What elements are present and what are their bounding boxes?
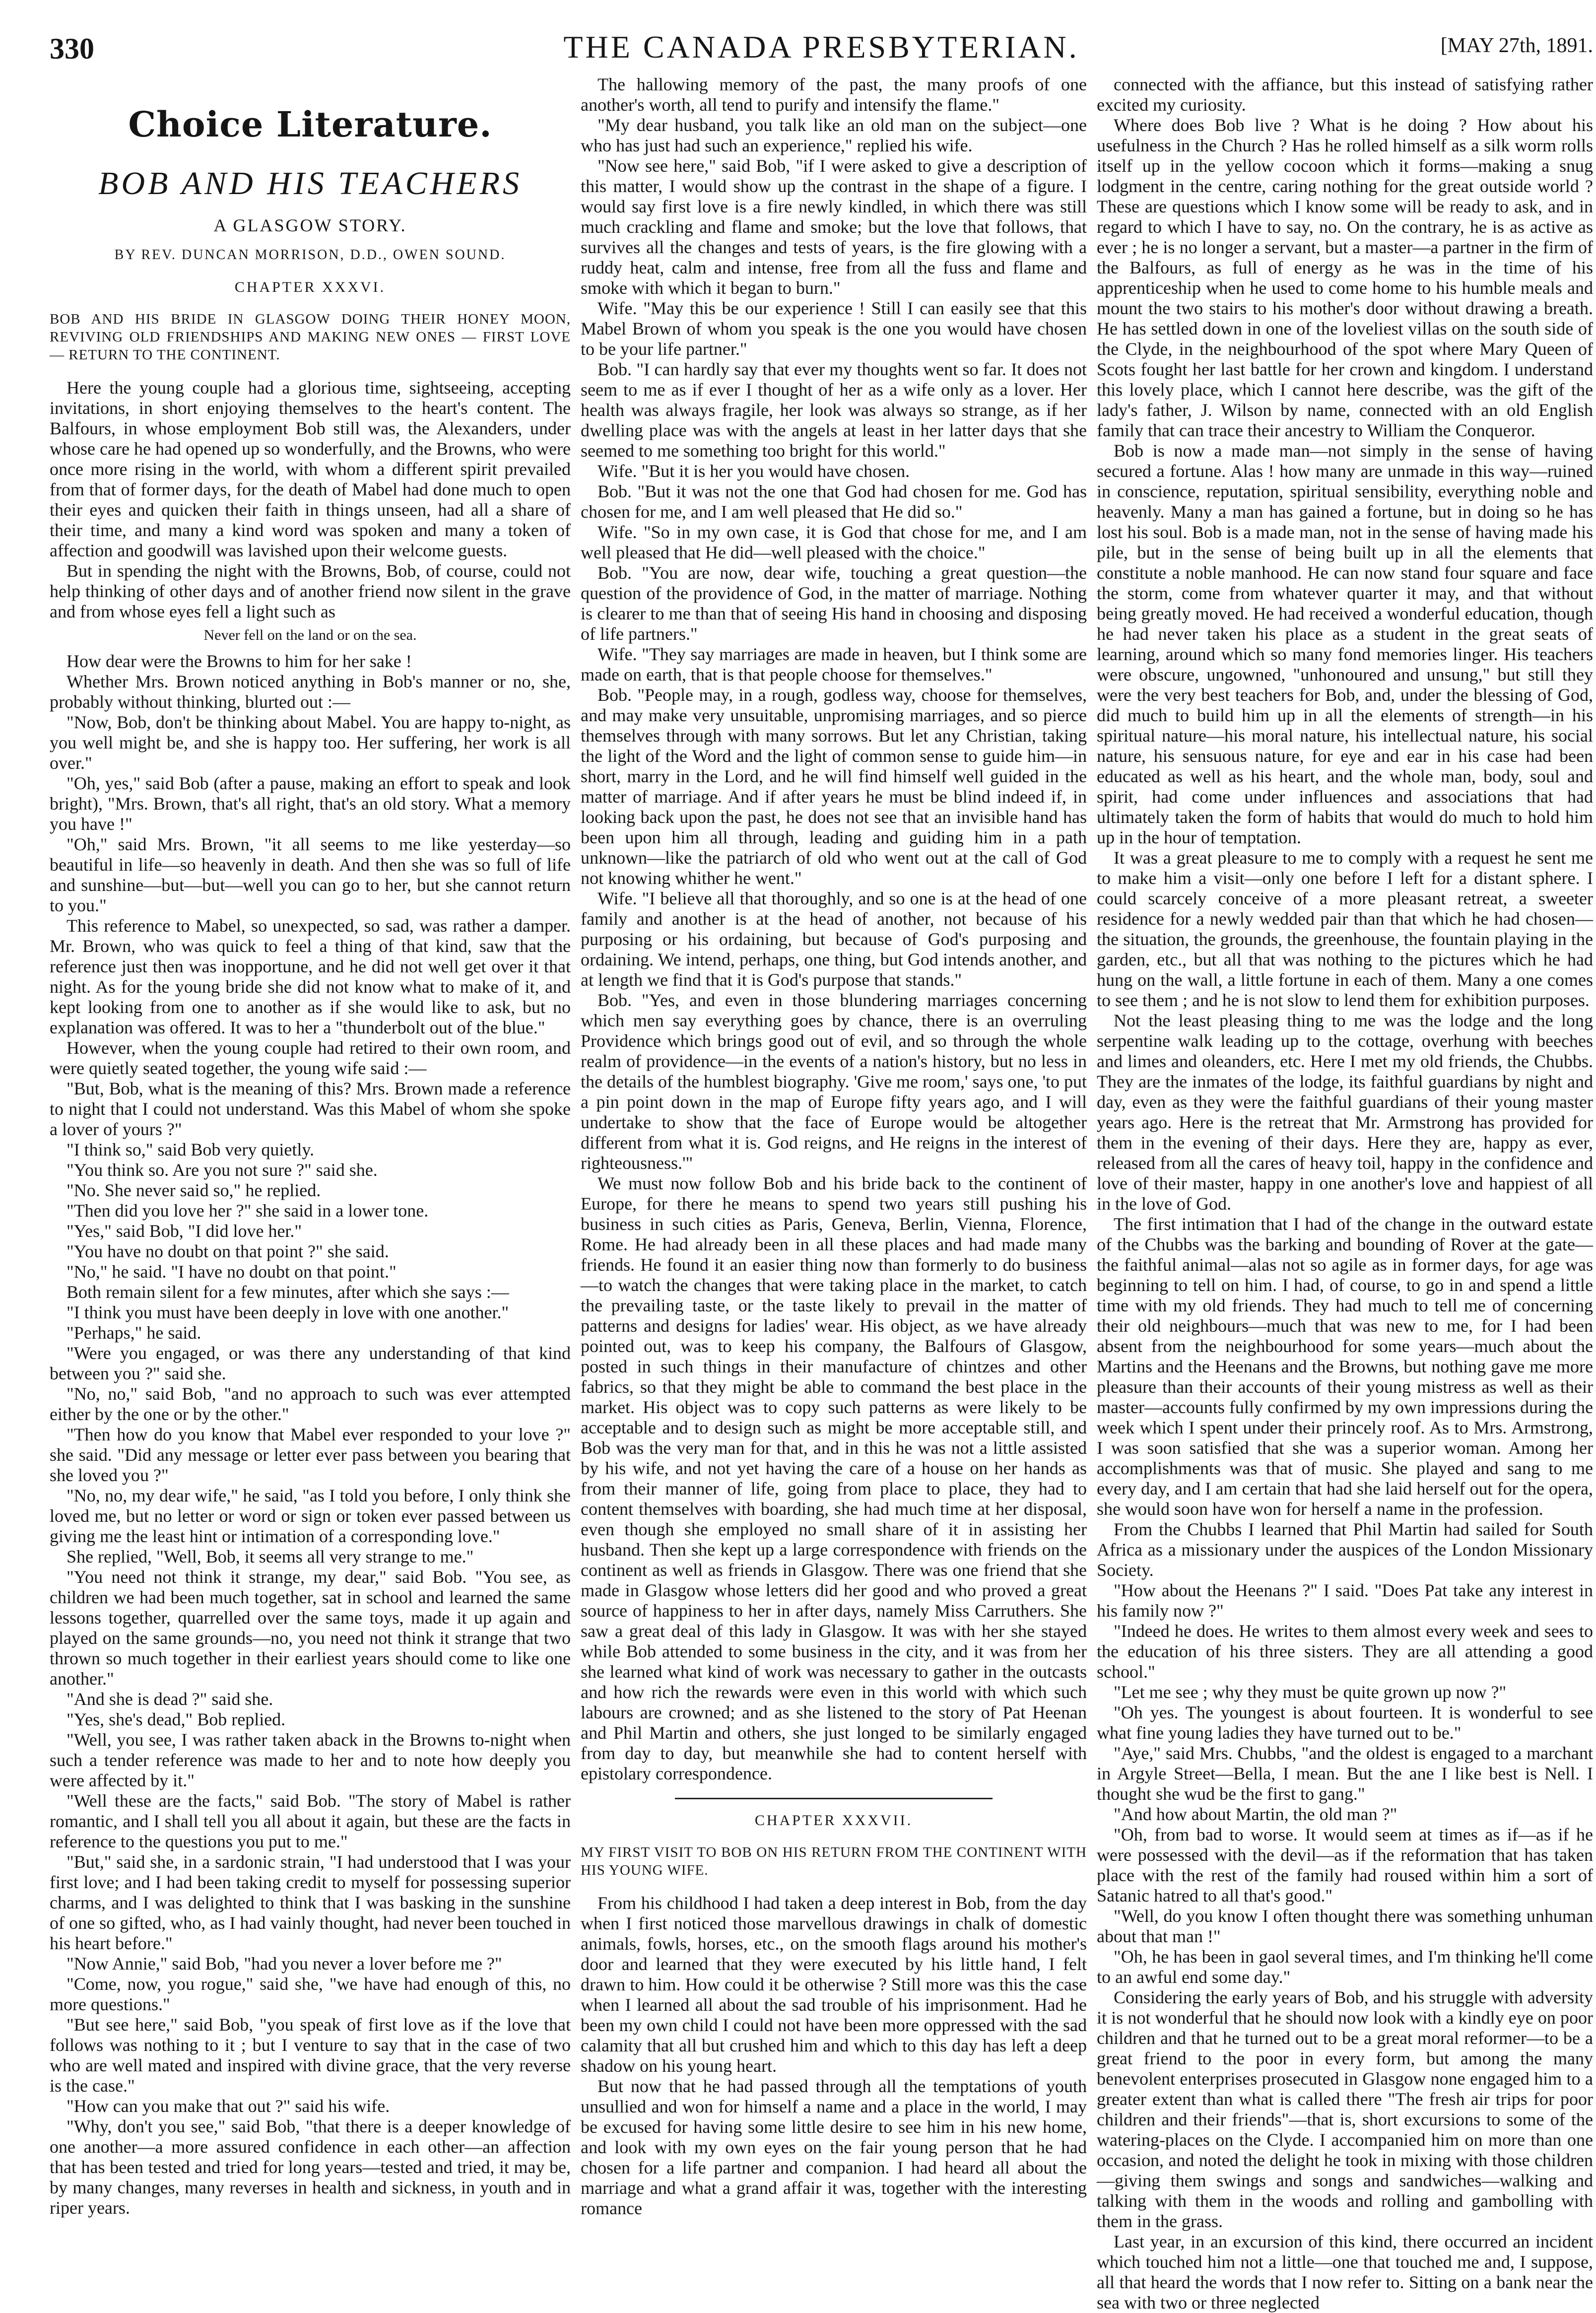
paragraph: "No. She never said so," he replied.	[66, 1180, 321, 1200]
paragraph: "Oh, yes," said Bob (after a pause, making an effort to speak and look bright), "Mrs. Brown, that's all right, that's an old story. What a memory you have !"	[50, 773, 571, 834]
chapter37-text-b	[1097, 74, 1593, 2313]
paragraph: From the Chubbs I learned that Phil Martin had sailed for South Africa as a missionary under the auspices of the London Missionary Society.	[1097, 1519, 1593, 1580]
paragraph: This reference to Mabel, so unexpected, so sad, was rather a damper. Mr. Brown, who was quick to feel a thing of that kind, saw that the reference just then was inopportune, and he did not well get over it that night. As for the young bride she did not know what to make of it, and kept looking from one to another as if she would like to ask, but no explanation was offered. It was to her a "thunderbolt out of the blue."	[50, 916, 571, 1037]
paragraph: "But see here," said Bob, "you speak of first love as if the love that follows was nothing to it ; but I venture to say that in the case of two who are well mated and inspired with divine grace, that the very reverse is the case."	[50, 2015, 571, 2096]
paragraph: Wife. "But it is her you would have chosen.	[598, 461, 910, 481]
chapter36-text-b	[50, 651, 571, 2218]
paragraph: "You think so. Are you not sure ?" said she.	[66, 1160, 378, 1180]
paragraph: How dear were the Browns to him for her sake !	[66, 651, 412, 671]
section-heading: Choice Literature.	[128, 104, 492, 145]
paragraph: Bob. "I can hardly say that ever my thoughts went so far. It does not seem to me as if ever I thought of her as a wife only as a lover. Her health was always fragile, her look was always so strange, as if her dwelling place was with the angels at least in her latter days that she seemed to me something too bright for this world."	[581, 359, 1087, 461]
paragraph: "Well these are the facts," said Bob. "The story of Mabel is rather romantic, and I shall tell you all about it again, but these are the facts in reference to the questions you put to me."	[50, 1791, 571, 1851]
paragraph: Considering the early years of Bob, and his struggle with adversity it is not wonderful that he should now look with a kindly eye on poor children and that he turned out to be a great moral reformer—to be a great friend to the poor in every form, but among the many benevolent enterprises prosecuted in Glasgow none engaged him to a greater extent than what is called there "The fresh air trips for poor children and their friends"—that is, short excursions to some of the watering-places on the Clyde. I accompanied him on more than one occasion, and noted the delight he took in mixing with those children—giving them swings and songs and sandwiches—walking and talking with them in the woods and rolling and gambolling with them in the grass.	[1097, 1987, 1593, 2231]
paragraph: Whether Mrs. Brown noticed anything in Bob's manner or no, she, probably without thinking, blurted out :—	[50, 672, 571, 712]
paragraph: "Now, Bob, don't be thinking about Mabel. You are happy to-night, as you well might be, and she is happy too. Her suffering, her work is all over."	[50, 712, 571, 773]
paragraph: From his childhood I had taken a deep interest in Bob, from the day when I first noticed those marvellous drawings in chalk of domestic animals, fowls, horses, etc., on the smooth flags around his mother's door and learned that they were executed by his little hand, I felt drawn to him. How could it be otherwise ? Still more was this the case when I learned all about the sad trouble of his imprisonment. Had he been my own child I could not have been more oppressed with the sad calamity that all but crushed him and which to this day has left a deep shadow on his young heart.	[581, 1893, 1087, 2076]
chapter36-text-a	[50, 378, 571, 622]
paragraph: "Let me see ; why they must be quite grown up now ?"	[1114, 1682, 1507, 1702]
paragraph: "I think so," said Bob very quietly.	[66, 1140, 315, 1159]
paragraph: "My dear husband, you talk like an old man on the subject—one who has just had such an experience," replied his wife.	[581, 115, 1087, 155]
paragraph: Not the least pleasing thing to me was the lodge and the long serpentine walk leading up to the cottage, overhung with beeches and limes and oleanders, etc. Here I met my old friends, the Chubbs. They are the inmates of the lodge, its faithful guardians by night and day, even as they were the faithful guardians of their young master years ago. Here is the retreat that Mr. Armstrong has provided for them in the evening of their days. Here they are, happy as ever, released from all the cares of heavy toil, happy in the confidence and love of their master, happy in one another's love and happiest of all in the love of God.	[1097, 1011, 1593, 1214]
column-3	[1097, 74, 1593, 2313]
paragraph: "Oh, from bad to worse. It would seem at times as if—as if he were possessed with the devil—as if the reformation that has taken place with the rest of the family had roused within him a sort of Satanic hatred to all that's good."	[1097, 1825, 1593, 1905]
paragraph: Bob. "You are now, dear wife, touching a great question—the question of the providence of God, in the matter of marriage. Nothing is clearer to me than that of seeing His hand in choosing and disposing of life partners."	[581, 563, 1087, 644]
paragraph: "Perhaps," he said.	[66, 1323, 201, 1343]
paragraph: "Oh," said Mrs. Brown, "it all seems to me like yesterday—so beautiful in life—so heavenly in death. And then she was so full of life and sunshine—but—but—well you can go to her, but she cannot return to you."	[50, 834, 571, 915]
chapter-synopsis: MY FIRST VISIT TO BOB ON HIS RETURN FROM THE CONTINENT WITH HIS YOUNG WIFE.	[581, 1844, 1087, 1878]
masthead	[50, 25, 1593, 69]
chapter-synopsis: BOB AND HIS BRIDE IN GLASGOW DOING THEIR HONEY MOON, REVIVING OLD FRIENDSHIPS AND MAKING NEW ONES — FIRST LOVE — RETURN TO THE CONTINENT.	[50, 311, 571, 363]
paragraph: Wife. "May this be our experience ! Still I can easily see that this Mabel Brown of whom you speak is the one you would have chosen to be your life partner."	[581, 298, 1087, 359]
paragraph: "Were you engaged, or was there any understanding of that kind between you ?" said she.	[50, 1343, 571, 1383]
paragraph: "No, no, my dear wife," he said, "as I told you before, I only think she loved me, but no letter or word or sign or token ever passed between us giving me the least hint or intimation of a corresponding love."	[50, 1486, 571, 1546]
byline: BY REV. DUNCAN MORRISON, D.D., OWEN SOUND.	[114, 247, 506, 263]
journal-title: THE CANADA PRESBYTERIAN.	[563, 29, 1079, 65]
paragraph: Bob is now a made man—not simply in the sense of having secured a fortune. Alas ! how many are unmade in this way—ruined in conscience, reputation, spiritual sensibility, everything noble and heavenly. Many a man has gained a fortune, but in doing so he has lost his soul. Bob is a made man, not in the sense of having made his pile, but in the sense of being built up in all the elements that constitute a noble manhood. He can now stand four square and face the storm, come from whatever quarter it may, and that without being greatly moved. He had received a wonderful education, though he had never taken his place as a student in the great seats of learning, around which so many fond memories linger. His teachers were obscure, ungowned, "unhonoured and unsung," but still they were the very best teachers for Bob, and, under the blessing of God, did much to build him up in all the elements of strength—in his spiritual nature—his moral nature, his intellectual nature, his social nature, his sensuous nature, for eye and ear in his case had been educated as well as his heart, and the whole man, body, soul and spirit, had come under influences and associations that had ultimately taken the form of habits that would do much to hold him up in the hour of temptation.	[1097, 441, 1593, 847]
paragraph: "Aye," said Mrs. Chubbs, "and the oldest is engaged to a marchant in Argyle Street—Bella, I mean. But the ane I like best is Nell. I thought she wud be the first to gang."	[1097, 1743, 1593, 1804]
paragraph: Wife. "So in my own case, it is God that chose for me, and I am well pleased that He did—well pleased with the choice."	[581, 522, 1087, 562]
paragraph: However, when the young couple had retired to their own room, and were quietly seated together, the young wife said :—	[50, 1038, 571, 1078]
paragraph: "And she is dead ?" said she.	[66, 1689, 273, 1709]
page-number: 330	[50, 32, 94, 65]
paragraph: "Yes," said Bob, "I did love her."	[66, 1221, 302, 1241]
paragraph: She replied, "Well, Bob, it seems all very strange to me."	[66, 1547, 474, 1566]
paragraph: Both remain silent for a few minutes, after which she says :—	[66, 1282, 509, 1302]
paragraph: But now that he had passed through all the temptations of youth unsullied and won for himself a name and a place in the world, I may be excused for having some little desire to see him in his new home, and look with my own eyes on the fair young person that he had chosen for a life partner and companion. I had heard all about the marriage and what a grand affair it was, together with the interesting romance	[581, 2076, 1087, 2218]
paragraph: Wife. "I believe all that thoroughly, and so one is at the head of one family and another is at the head of another, not because of his purposing or his ordaining, but because of God's purposing and ordaining. We intend, perhaps, one thing, but God intends another, and at length we find that it is God's purpose that stands."	[581, 888, 1087, 990]
paragraph: It was a great pleasure to me to comply with a request he sent me to make him a visit—only one before I left for a distant sphere. I could scarcely conceive of a more pleasant retreat, a sweeter residence for a newly wedded pair than that which he had chosen—the situation, the grounds, the greenhouse, the fountain playing in the garden, etc., but all that was nothing to the pictures which he had hung on the wall, a little fortune in each of them. Many a one comes to see them ; and he is not slow to lend them for exhibition purposes.	[1097, 848, 1593, 1010]
paragraph: "But, Bob, what is the meaning of this? Mrs. Brown made a reference to night that I could not understand. Was this Mabel of whom she spoke a lover of yours ?"	[50, 1079, 571, 1139]
paragraph: "How can you make that out ?" said his wife.	[66, 2096, 390, 2116]
verse-line: Never fell on the land or on the sea.	[203, 627, 417, 643]
paragraph: "Oh, he has been in gaol several times, and I'm thinking he'll come to an awful end some day."	[1097, 1947, 1593, 1987]
paragraph: Wife. "They say marriages are made in heaven, but I think some are made on earth, that is that people choose for themselves."	[581, 644, 1087, 684]
paragraph: "Yes, she's dead," Bob replied.	[66, 1709, 286, 1729]
paragraph: "But," said she, in a sardonic strain, "I had understood that I was your first love; and I had been taking credit to myself for possessing superior charms, and I was delighted to think that I was basking in the sunshine of one so gifted, who, as I had vainly thought, had never been touched in his heart before."	[50, 1852, 571, 1953]
paragraph: "Well, you see, I was rather taken aback in the Browns to-night when such a tender reference was made to her and to note how deeply you were affected by it."	[50, 1730, 571, 1790]
issue-date: [MAY 27th, 1891.	[1440, 34, 1593, 57]
paragraph: The hallowing memory of the past, the many proofs of one another's worth, all tend to purify and intensify the flame."	[581, 74, 1087, 115]
chapter36-text-c	[581, 74, 1087, 1784]
paragraph: "Then how do you know that Mabel ever responded to your love ?" she said. "Did any message or letter ever pass between you bearing that she loved you ?"	[50, 1425, 571, 1485]
paragraph: "You have no doubt on that point ?" she said.	[66, 1241, 389, 1261]
paragraph: "You need not think it strange, my dear," said Bob. "You see, as children we had been much together, sat in school and learned the same lessons together, quarrelled over the same toys, made it up again and played on the same grounds—no, you need not think it strange that two thrown so much together in their earliest years should come to like one another."	[50, 1567, 571, 1689]
column-2	[581, 74, 1087, 2224]
paragraph: Bob. "Yes, and even in those blundering marriages concerning which men say everything goes by chance, there is an overruling Providence which brings good out of evil, and so through the whole realm of providence—in the events of a nation's history, but no less in the details of the humblest biography. 'Give me room,' says one, 'to put a pin point down in the map of Europe fifty years ago, and I will undertake to show that the face of Europe would be altogether different from what it is. God reigns, and He reigns in the interest of righteousness.'"	[581, 990, 1087, 1173]
paragraph: We must now follow Bob and his bride back to the continent of Europe, for there he means to spend two years still pushing his business in such cities as Paris, Geneva, Berlin, Vienna, Florence, Rome. He had already been in all these places and had made many friends. He found it an easier thing now than formerly to do business—to watch the changes that were taking place in the market, to catch the prevailing taste, or the taste likely to prevail in the matter of patterns and designs for ladies' wear. His object, as we have already pointed out, was to keep his company, the Balfours of Glasgow, posted in such things in their manufacture of chintzes and other fabrics, so that they might be able to command the best place in the market. His object was to copy such patterns as were likely to be acceptable and to design such as might be more acceptable still, and Bob was the very man for that, and in this he was not a little assisted by his wife, and not yet having the care of a house on her hands as from their manner of life, going from place to place, they had to content themselves with boarding, she had much time at her disposal, even though she employed no small share of it in assisting her husband. Then she kept up a large correspondence with friends on the continent as well as friends in Glasgow. There was one friend that she made in Glasgow whose letters did her good and who proved a great source of happiness to her in after days, namely Miss Carruthers. She saw a great deal of this lady in Glasgow. It was with her she stayed while Bob attended to some business in the city, and it was from her she learned what kind of work was necessary to gather in the outcasts and how rich the rewards were even in this world with which such labours are crowned; and as she listened to the story of Pat Heenan and Phil Martin and others, she just longed to be similarly engaged from day to day, but meanwhile she had to content herself with epistolary correspondence.	[581, 1173, 1087, 1783]
paragraph: "Come, now, you rogue," said she, "we have had enough of this, no more questions."	[50, 1974, 571, 2014]
paragraph: "Why, don't you see," said Bob, "that there is a deeper knowledge of one another—a more assured confidence in each other—an affection that has been tested and tried for long years—tested and tried, it may be, by many changes, many reverses in health and sickness, in youth and in riper years.	[50, 2116, 571, 2218]
divider-rule	[675, 1798, 993, 1799]
paragraph: Here the young couple had a glorious time, sightseeing, accepting invitations, in short enjoying themselves to the heart's content. The Balfours, in whose employment Bob still was, the Alexanders, under whose care he had opened up so wonderfully, and the Browns, who were once more rising in the world, with whom a different spirit prevailed from that of former days, for the death of Mabel had done much to open their eyes and quicken their faith in things unseen, had all a share of their time, and many a kind word was spoken and many a token of affection and goodwill was lavished upon their welcome guests.	[50, 378, 571, 560]
paragraph: Where does Bob live ? What is he doing ? How about his usefulness in the Church ? Has he rolled himself as a silk worm rolls itself up in the yellow cocoon which it forms—making a snug lodgment in the centre, caring nothing for the great outside world ? These are questions which I know some will be ready to ask, and in regard to which I have to say, no. On the contrary, he is as active as ever ; he is no longer a servant, but a master—a partner in the firm of the Balfours, as full of energy as he was in the time of his apprenticeship when he used to come home to his humble meals and mount the two stairs to his mother's door without drawing a breath. He has settled down in one of the loveliest villas on the south side of the Clyde, in the neighbourhood of the spot where Mary Queen of Scots fought her last battle for her crown and kingdom. I understand this lovely place, which I cannot here describe, was the gift of the lady's father, J. Wilson by name, connected with an old English family that can trace their ancestry to William the Conqueror.	[1097, 115, 1593, 440]
chapter-heading: CHAPTER XXXVII.	[754, 1812, 913, 1829]
paragraph: "No," he said. "I have no doubt on that point."	[66, 1262, 397, 1282]
paragraph: "Indeed he does. He writes to them almost every week and sees to the education of his three sisters. They are all attending a good school."	[1097, 1621, 1593, 1682]
paragraph: "I think you must have been deeply in love with one another."	[66, 1302, 509, 1322]
paragraph: Bob. "But it was not the one that God had chosen for me. God has chosen for me, and I am well pleased that He did so."	[581, 481, 1087, 522]
paragraph: "Now Annie," said Bob, "had you never a lover before me ?"	[66, 1954, 502, 1973]
paragraph: connected with the affiance, but this instead of satisfying rather excited my curiosity.	[1097, 74, 1593, 115]
paragraph: Last year, in an excursion of this kind, there occurred an incident which touched him not a little—one that touched me and, I suppose, all that heard the words that I now refer to. Sitting on a bank near the sea with two or three neglected	[1097, 2232, 1593, 2313]
paragraph: "How about the Heenans ?" I said. "Does Pat take any interest in his family now ?"	[1097, 1580, 1593, 1621]
chapter-heading: CHAPTER XXXVI.	[234, 279, 386, 295]
story-subtitle: A GLASGOW STORY.	[213, 215, 407, 235]
paragraph: "Now see here," said Bob, "if I were asked to give a description of this matter, I would show up the contrast in the shape of a figure. I would say first love is a fire newly kindled, in which there was still much crackling and flame and smoke; but the love that follows, that survives all the changes and tests of years, is the fire glowing with a ruddy heat, calm and intense, free from all the fuss and flame and smoke with which it began to burn."	[581, 156, 1087, 298]
column-1	[50, 74, 571, 2224]
chapter37-text-a	[581, 1893, 1087, 2219]
paragraph: "Oh yes. The youngest is about fourteen. It is wonderful to see what fine young ladies they have turned out to be."	[1097, 1702, 1593, 1743]
paragraph: But in spending the night with the Browns, Bob, of course, could not help thinking of other days and of another friend now silent in the grave and from whose eyes fell a light such as	[50, 561, 571, 621]
paragraph: "Then did you love her ?" she said in a lower tone.	[66, 1201, 429, 1221]
paragraph: "Well, do you know I often thought there was something unhuman about that man !"	[1097, 1906, 1593, 1946]
paragraph: The first intimation that I had of the change in the outward estate of the Chubbs was the barking and bounding of Rover at the gate—the faithful animal—alas not so agile as in former days, for age was beginning to tell on him. I had, of course, to go in and spend a little time with my old friends. They had much to tell me of concerning their old neighbours—much that was new to me, for I had been absent from the neighbourhood for some years—much about the Martins and the Heenans and the Browns, but nothing gave me more pleasure than their accounts of their young mistress as well as their master—accounts fully confirmed by my own impressions during the week which I spent under their princely roof. As to Mrs. Armstrong, I was soon satisfied that she was a superior woman. Among her accomplishments was that of music. She played and sang to me every day, and I am certain that had she laid herself out for the opera, she would soon have won for herself a name in the profession.	[1097, 1214, 1593, 1519]
paragraph: "And how about Martin, the old man ?"	[1114, 1804, 1397, 1824]
paragraph: Bob. "People may, in a rough, godless way, choose for themselves, and may make very unsuitable, unpromising marriages, and so pierce themselves through with many sorrows. But let any Christian, taking the light of the Word and the light of common sense to guide him—in short, marry in the Lord, and he will find himself well guided in the matter of marriage. And if after years he must be blind indeed if, in looking back upon the past, he does not see that an invisible hand has been upon him all through, leading and guiding him in a path unknown—like the patriarch of old who went out at the call of God not knowing whither he went."	[581, 685, 1087, 888]
paragraph: "No, no," said Bob, "and no approach to such was ever attempted either by the one or by the other."	[50, 1384, 571, 1424]
story-title: BOB AND HIS TEACHERS	[98, 165, 522, 202]
